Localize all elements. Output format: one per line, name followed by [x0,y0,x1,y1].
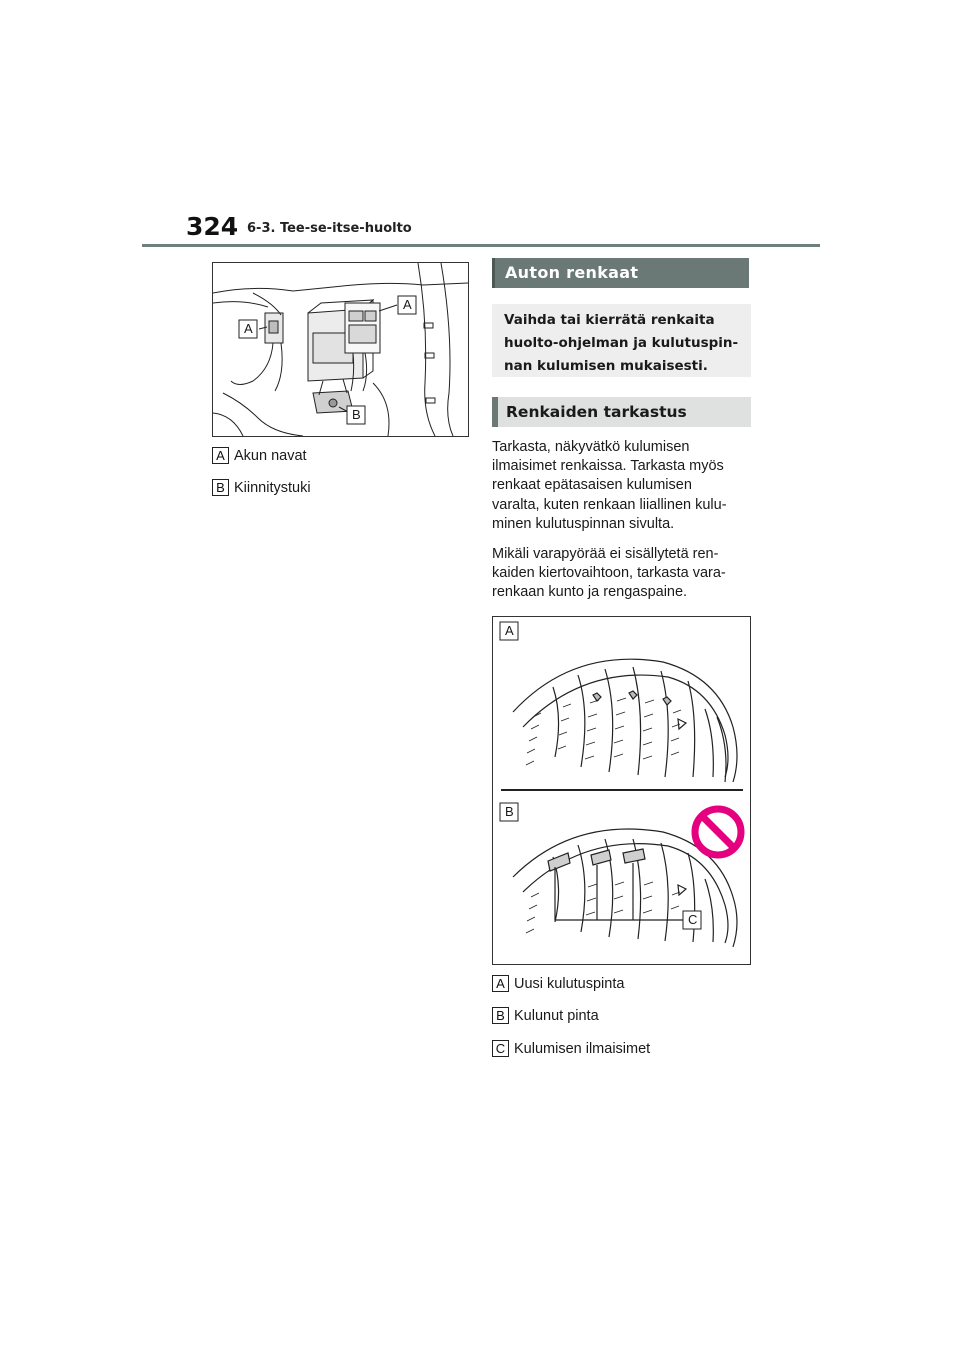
legend2-text-b: Kulunut pinta [514,1007,599,1024]
figure2-label-c: C [688,912,698,927]
paragraph-line: varalta, kuten renkaan liiallinen kulu- [492,496,727,513]
legend1-text-a: Akun navat [234,447,307,464]
legend2-text-a: Uusi kulutuspinta [514,975,625,992]
paragraph-spare-tire [492,545,754,603]
battery-drawing [213,263,468,436]
paragraph-line: renkaat epätasaisen kulumisen [492,477,692,494]
tire-tread-illustration [492,616,751,965]
legend1-key-a: A [212,447,229,464]
callout-box [492,304,751,377]
header-divider [142,244,820,247]
tire-drawing [493,617,750,964]
paragraph-line: minen kulutuspinnan sivulta. [492,515,675,532]
legend2-item-b [492,1007,599,1024]
figure2-label-a: A [505,623,514,638]
legend2-item-a [492,975,624,992]
callout-line: Vaihda tai kierrätä renkaita [504,312,715,328]
legend1-key-b: B [212,479,229,496]
paragraph-line: kaiden kiertovaihtoon, tarkasta vara- [492,565,726,582]
paragraph-line: Tarkasta, näkyvätkö kulumisen [492,439,690,455]
paragraph-inspection [492,438,754,534]
battery-illustration [212,262,469,437]
paragraph-line: renkaan kunto ja rengaspaine. [492,584,688,601]
legend2-key-c: C [492,1040,509,1057]
section-heading-tires: Auton renkaat [492,258,749,288]
paragraph-line: Mikäli varapyörää ei sisällytetä ren- [492,546,719,562]
paragraph-line: ilmaisimet renkaissa. Tarkasta myös [492,458,724,475]
figure1-label-b: B [352,407,361,422]
figure1-label-a-right: A [403,297,412,312]
section-title: 6-3. Tee-se-itse-huolto [247,221,412,236]
legend2-item-c [492,1040,650,1057]
legend2-key-b: B [492,1007,509,1024]
subheading-tire-inspection: Renkaiden tarkastus [492,397,751,427]
legend2-text-c: Kulumisen ilmaisimet [514,1040,651,1057]
figure1-label-a-left: A [244,321,253,336]
callout-line: huolto-ohjelman ja kulutuspin- [504,335,739,351]
legend1-item-a [212,447,307,464]
legend1-item-b [212,479,311,496]
callout-line: nan kulumisen mukaisesti. [504,358,708,374]
figure2-label-b: B [505,804,514,819]
page-number: 324 [186,212,239,241]
legend2-key-a: A [492,975,509,992]
legend1-text-b: Kiinnitystuki [234,479,311,496]
